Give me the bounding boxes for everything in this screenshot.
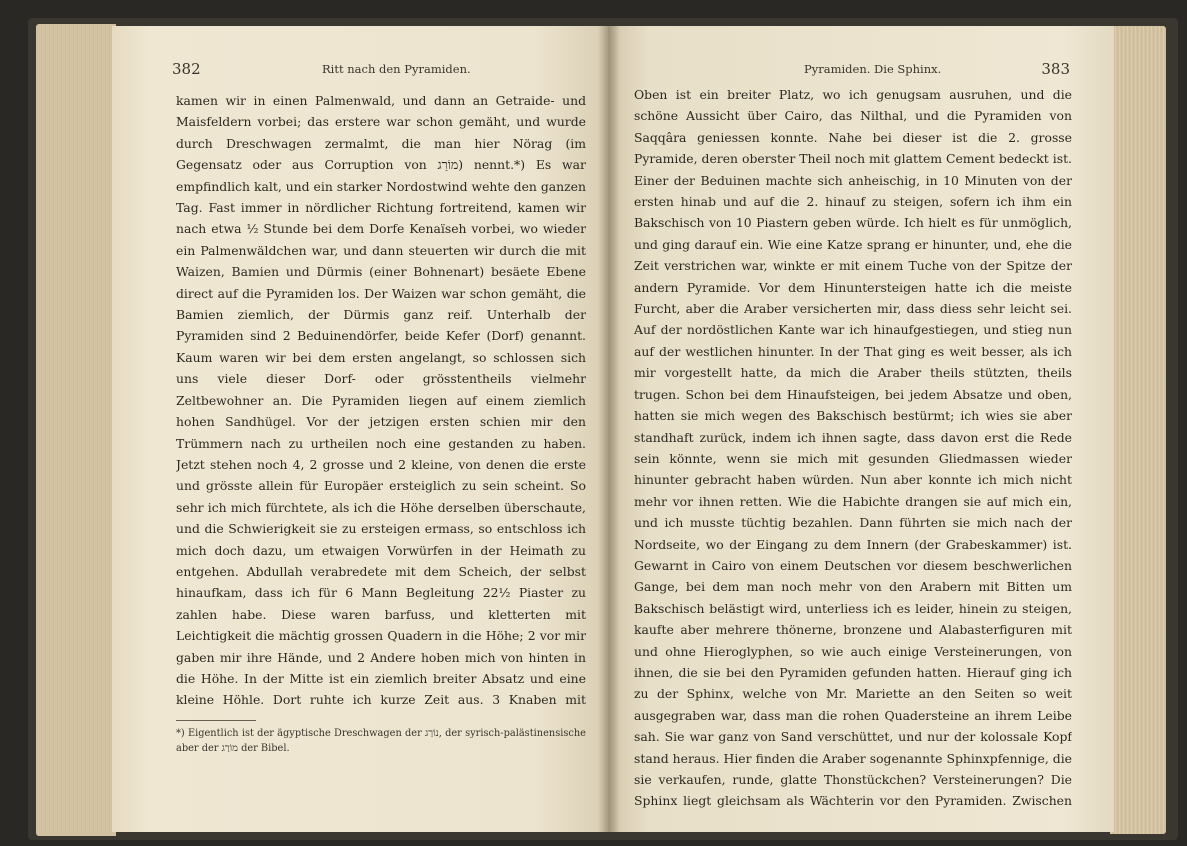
left-page bbox=[112, 26, 608, 832]
left-body-text: kamen wir in einen Palmenwald, und dann an Getraide- und Maisfeldern vorbei; das erstere war schon gemäht, und wurde durch Dreschwagen zermalmt, die man hier Nörag (im Gegensatz oder aus Corruption von מוֹרַג) nennt.*) Es war empfindlich kalt, und ein starker Nordostwind wehte den ganzen Tag. Fast immer in nördlicher Richtung fortreitend, kamen wir nach etwa ½ Stunde bei dem Dorfe Kenaïseh vorbei, wo wieder ein Palmenwäldchen war, und dann steuerten wir durch die mit Waizen, Bamien und Dürmis (einer Bohnenart) besäete Ebene direct auf die Pyramiden los. Der Waizen war schon gemäht, die Bamien ziemlich, der Dürmis ganz reif. Unterhalb der Pyramiden sind 2 Beduinendörfer, beide Kefer (Dorf) genannt. Kaum waren wir bei dem ersten angelangt, so schlossen sich uns viele dieser Dorf- oder grösstentheils vielmehr Zeltbewohner an. Die Pyramiden liegen auf einem ziemlich hohen Sandhügel. Vor der jetzigen ersten schien mir den Trümmern nach zu urtheilen noch eine gestanden zu haben. Jetzt stehen noch 4, 2 grosse und 2 kleine, von denen die erste und grösste allein für Europäer ersteiglich zu sein scheint. So sehr ich mich fürchtete, als ich die Höhe derselben überschaute, und die Schwierigkeit sie zu ersteigen ermass, so entschloss ich mich doch dazu, um etwaigen Vorwürfen in der Heimath zu entgehen. Abdullah verabredete mit dem Scheich, der selbst hinaufkam, dass ich für 6 Mann Begleitung 22½ Piaster zu zahlen habe. Diese waren barfuss, und kletterten mit Leichtigkeit die mächtig grossen Quadern in die Höhe; 2 vor mir gaben mir ihre Hände, und 2 Andere hoben mich von hinten in die Höhe. In der Mitte ist ein ziemlich breiter Absatz und eine kleine Höhle. Dort ruhte ich kurze Zeit aus. 3 Knaben mit bbox=[176, 93, 586, 708]
footnote-rule bbox=[176, 720, 256, 721]
right-page-number: 383 bbox=[1041, 60, 1070, 78]
book-gutter bbox=[598, 26, 620, 832]
left-page-number: 382 bbox=[172, 60, 201, 78]
right-page bbox=[608, 26, 1114, 832]
right-body-text: Oben ist ein breiter Platz, wo ich genugsam ausruhen, und die schöne Aussicht über Cairo, das Nilthal, und die Pyramiden von Saqqâra geniessen konnte. Nahe bei dieser ist die 2. grosse Pyramide, deren oberster Theil noch mit glattem Cement bedeckt ist. Einer der Beduinen machte sich anheischig, in 10 Minuten von der ersten hinab und auf die 2. hinauf zu steigen, sofern ich ihm ein Bakschisch von 10 Piastern geben würde. Ich hielt es für unmöglich, und ging darauf ein. Wie eine Katze sprang er hinunter, und, ehe die Zeit verstrichen war, winkte er mit einem Tuche von der Spitze der andern Pyramide. Vor dem Hinuntersteigen hatte ich die meiste Furcht, aber die Araber versicherten mir, dass diess sehr leicht sei. Auf der nordöstlichen Kante war ich hinaufgestiegen, und stieg nun auf der westlichen hinunter. In der That ging es weit besser, als ich mir vorgestellt hatte, da mich die Araber theils stützten, theils trugen. Schon bei dem Hinaufsteigen, bei jedem Absatze und oben, hatten sie mich wegen des Bakschisch bestürmt; ich wies sie aber standhaft zurück, indem ich ihnen sagte, dass davon erst die Rede sein könnte, wenn sie mich mit gesunden Gliedmassen wieder hinunter gebracht haben würden. Nun aber konnte ich mich nicht mehr vor ihnen retten. Wie die Habichte drangen sie auf mich ein, und ich musste tüchtig bezahlen. Dann führten sie mich nach der Nordseite, wo der Eingang zu dem Innern (der Grabeskammer) ist. Gewarnt in Cairo von einem Deutschen vor diesem beschwerlichen Gange, bei dem man noch mehr von den Arabern mit Bitten um Bakschisch belästigt wird, unterliess ich es leider, hinein zu steigen, kaufte aber mehrere thönerne, bronzene und Alabasterfiguren mit und ohne Hieroglyphen, so wie auch einige Versteinerungen, von ihnen, die sie bei den Pyramiden gefunden hatten. Hierauf ging ich zu der Sphinx, welche von Mr. Mariette an den Seiten so weit ausgegraben war, dass man die rohen Quadersteine an ihrem Leibe sah. Sie war ganz von Sand verschüttet, und nur der kolossale Kopf stand heraus. Hier finden die Araber sogenannte Sphinxpfennige, die sie verkaufen, runde, glatte Thonstückchen? Versteinerungen? Die Sphinx liegt gleichsam als Wächterin vor den Pyramiden. Zwischen bbox=[634, 87, 1072, 809]
page-edges-right bbox=[1110, 26, 1166, 834]
left-running-head: Ritt nach den Pyramiden. bbox=[322, 62, 471, 76]
left-footnote: *) Eigentlich ist der ägyptische Dreschwagen der נוֹרַג, der syrisch-palästinensische aber der מוֹרַג der Bibel. bbox=[176, 728, 586, 754]
right-running-head: Pyramiden. Die Sphinx. bbox=[804, 62, 942, 76]
page-edges-left bbox=[36, 24, 116, 836]
